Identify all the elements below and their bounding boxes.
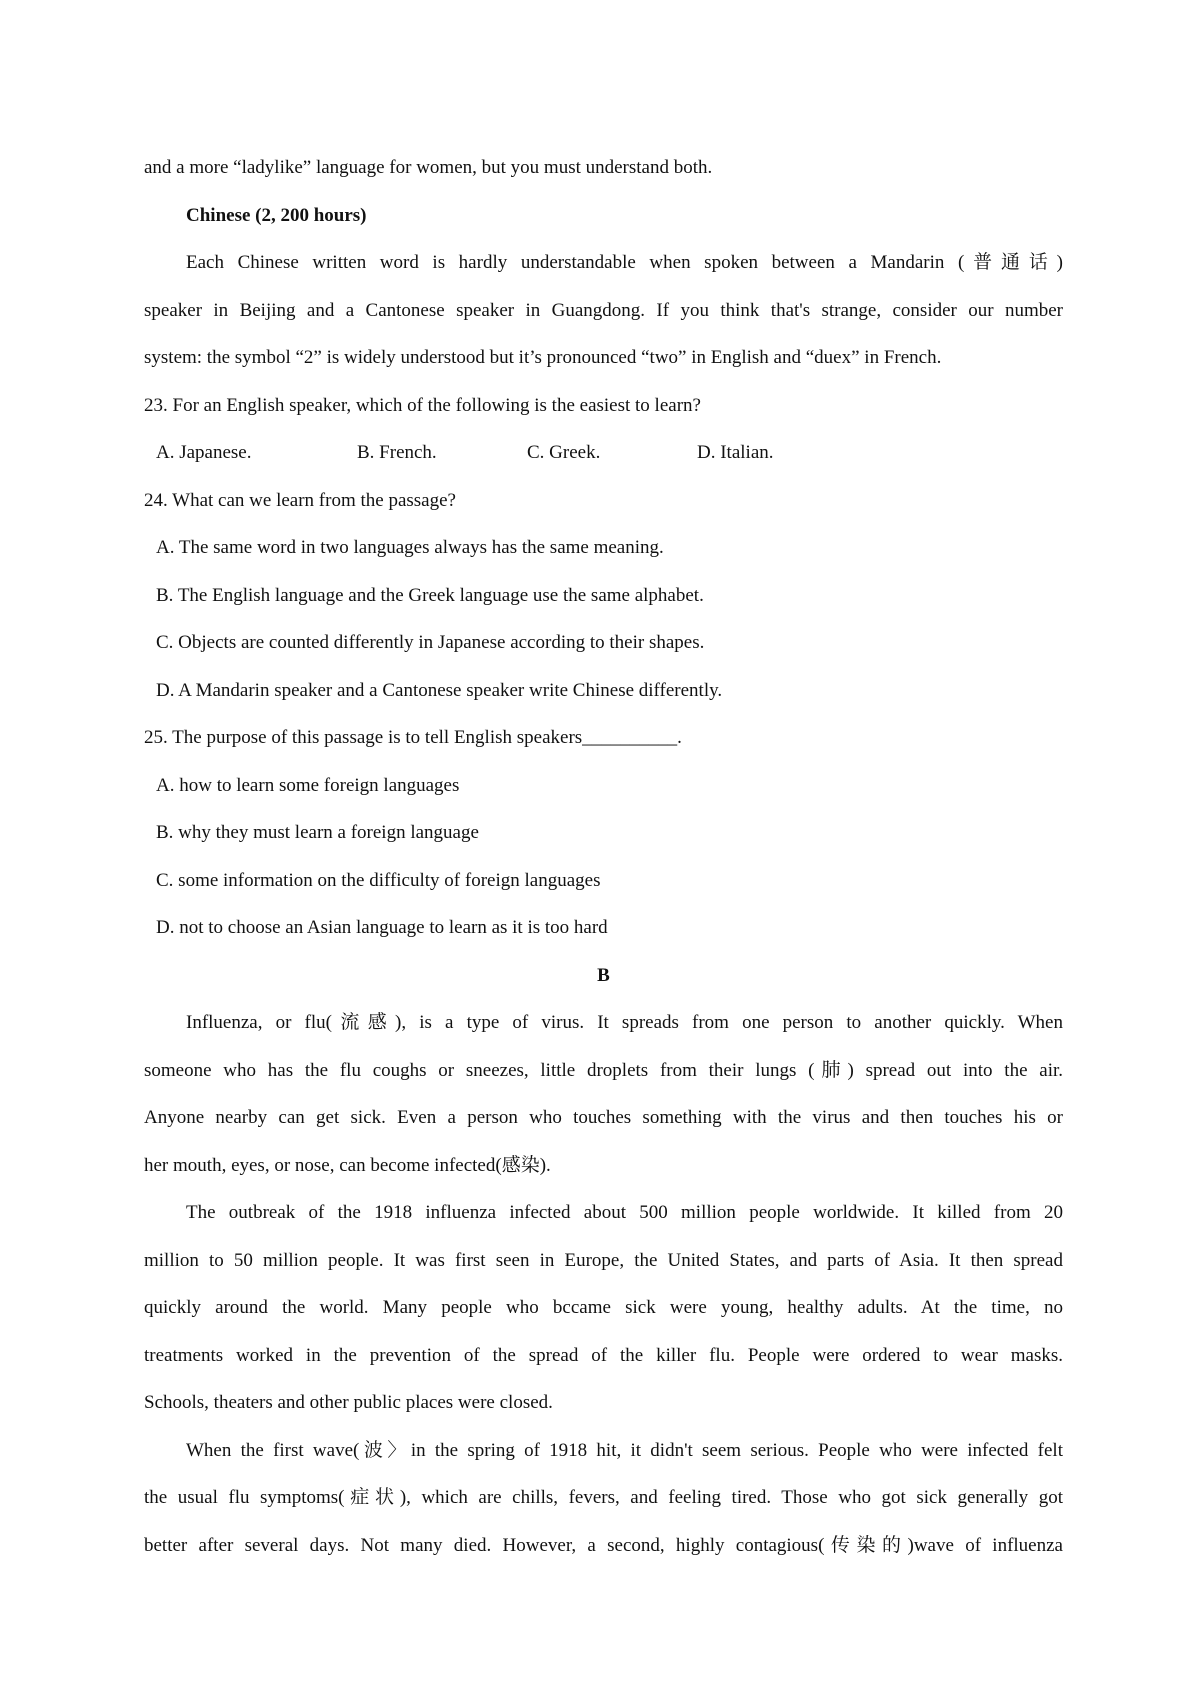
text-line: better after several days. Not many died. However, a second, highly contagious(传染的)wave of influenza <box>144 1534 1063 1556</box>
option-b: B. French. <box>357 442 437 463</box>
text-line: The outbreak of the 1918 influenza infected about 500 million people worldwide. It killed from 20 <box>186 1202 1063 1223</box>
option-b: B. why they must learn a foreign language <box>156 822 479 843</box>
question-23-options <box>144 429 1063 477</box>
text-line: million to 50 million people. It was first seen in Europe, the United States, and parts of Asia. It then spread <box>144 1249 1063 1271</box>
option-a: A. Japanese. <box>156 442 252 463</box>
option-c: C. Greek. <box>527 442 601 463</box>
text-line: and a more “ladylike” language for women, but you must understand both. <box>144 157 713 178</box>
text-line: her mouth, eyes, or nose, can become infected(感染). <box>144 1154 551 1176</box>
section-heading-chinese: Chinese (2, 200 hours) <box>186 204 367 226</box>
text-line: Each Chinese written word is hardly understandable when spoken between a Mandarin (普通话) <box>186 252 1063 273</box>
text-line: system: the symbol “2” is widely understood but it’s pronounced “two” in English and “duex” in French. <box>144 347 942 368</box>
text-line: speaker in Beijing and a Cantonese speaker in Guangdong. If you think that's strange, consider our number <box>144 299 1063 321</box>
option-a: A. The same word in two languages always has the same meaning. <box>156 537 664 558</box>
option-c: C. some information on the difficulty of foreign languages <box>156 869 601 891</box>
option-c: C. Objects are counted differently in Japanese according to their shapes. <box>156 632 705 653</box>
question-24-stem: 24. What can we learn from the passage? <box>144 489 456 511</box>
text-line: Influenza, or flu(流感), is a type of virus. It spreads from one person to another quickly. When <box>186 1012 1063 1033</box>
option-b: B. The English language and the Greek language use the same alphabet. <box>156 584 704 606</box>
text-line: the usual flu symptoms(症状), which are chills, fevers, and feeling tired. Those who got sick generally got <box>144 1487 1063 1508</box>
text-line: someone who has the flu coughs or sneezes, little droplets from their lungs (肺) spread out into the air. <box>144 1059 1063 1081</box>
text-line: quickly around the world. Many people who bccame sick were young, healthy adults. At the time, no <box>144 1297 1063 1318</box>
section-b-title: B <box>597 964 610 986</box>
document-page <box>144 144 1063 1569</box>
question-23-stem: 23. For an English speaker, which of the following is the easiest to learn? <box>144 394 701 416</box>
option-d: D. not to choose an Asian language to learn as it is too hard <box>156 917 608 938</box>
text-line: Schools, theaters and other public places were closed. <box>144 1392 553 1413</box>
question-25-stem: 25. The purpose of this passage is to tell English speakers__________. <box>144 727 682 748</box>
option-a: A. how to learn some foreign languages <box>156 774 460 796</box>
text-line: When the first wave(波〉in the spring of 1918 hit, it didn't seem serious. People who were infected felt <box>186 1439 1063 1461</box>
option-d: D. A Mandarin speaker and a Cantonese speaker write Chinese differently. <box>156 679 723 701</box>
text-line: treatments worked in the prevention of the spread of the killer flu. People were ordered to wear masks. <box>144 1344 1063 1366</box>
option-d: D. Italian. <box>697 442 774 463</box>
text-line: Anyone nearby can get sick. Even a person who touches something with the virus and then touches his or <box>144 1107 1063 1128</box>
